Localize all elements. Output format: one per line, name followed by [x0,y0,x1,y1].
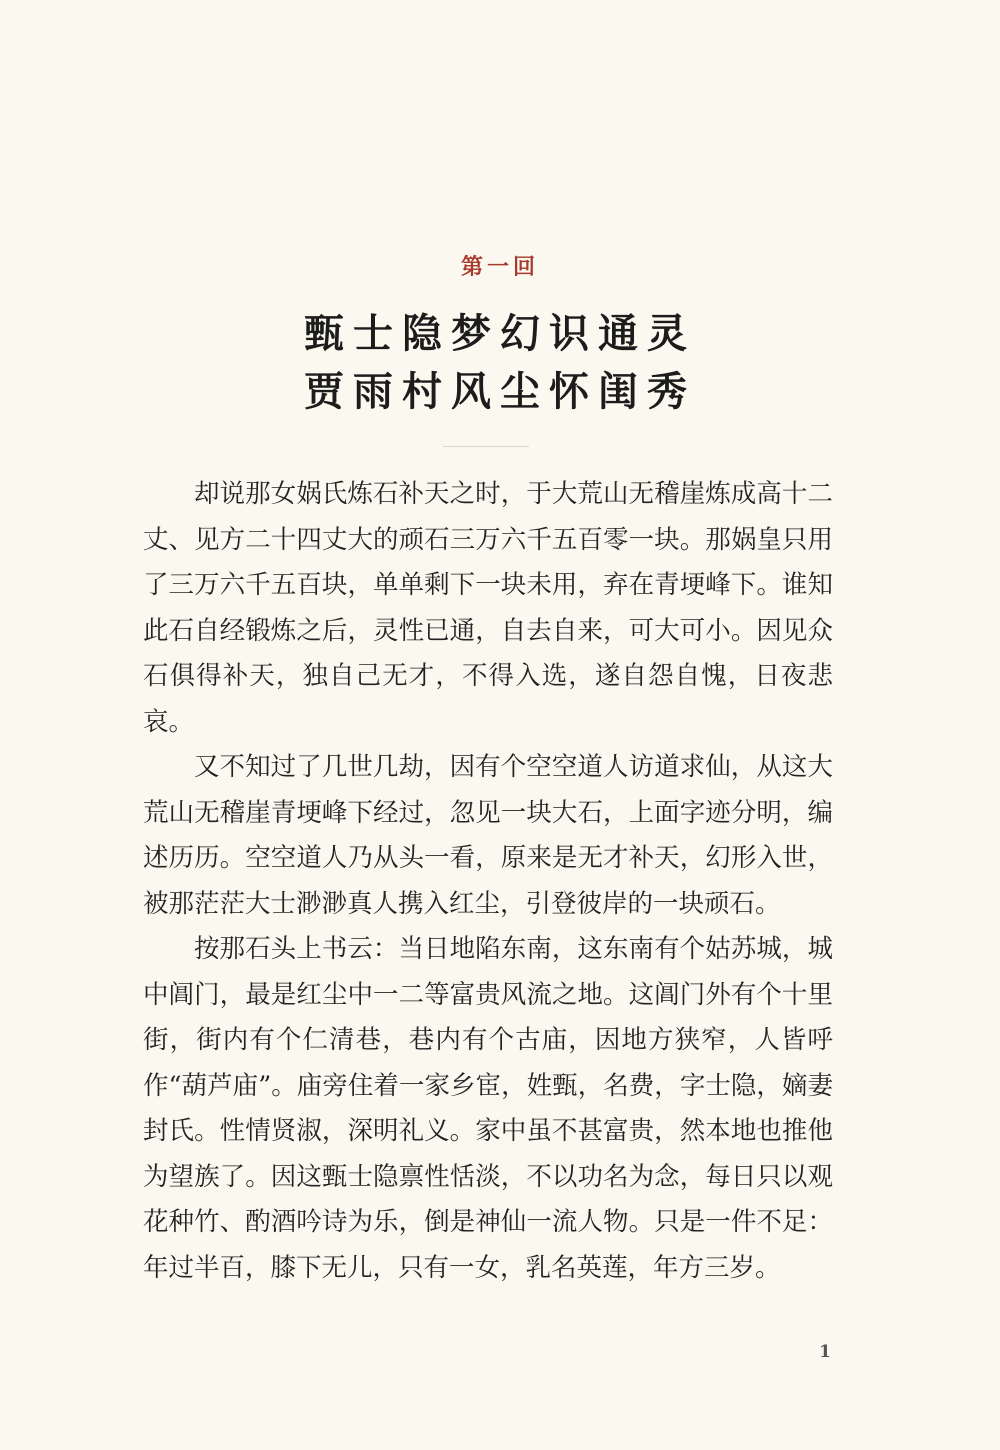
chapter-number: 第一回 [460,255,539,280]
chapter-title-line-2: 贾雨村风尘怀闺秀 [304,368,696,415]
chapter-title [0,305,1000,421]
title-divider [443,446,529,447]
chapter-title-line-1: 甄士隐梦幻识通灵 [304,310,696,357]
page-number: 1 [819,1342,831,1362]
paragraph: 又不知过了几世几劫，因有个空空道人访道求仙，从这大荒山无稽崖青埂峰下经过，忽见一块大石，上面字迹分明，编述历历。空空道人乃从头一看，原来是无才补天，幻形入世，被那茫茫大士渺渺真人携入红尘，引登彼岸的一块顽石。 [143,752,833,919]
chapter-body [143,472,833,1291]
paragraph: 却说那女娲氏炼石补天之时，于大荒山无稽崖炼成高十二丈、见方二十四丈大的顽石三万六千五百零一块。那娲皇只用了三万六千五百块，单单剩下一块未用，弃在青埂峰下。谁知此石自经锻炼之后，灵性已通，自去自来，可大可小。因见众石俱得补天，独自己无才，不得入选，遂自怨自愧，日夜悲哀。 [143,479,833,737]
paragraph: 按那石头上书云：当日地陷东南，这东南有个姑苏城，城中阊门，最是红尘中一二等富贵风流之地。这阊门外有个十里街，街内有个仁清巷，巷内有个古庙，因地方狭窄，人皆呼作“葫芦庙”。庙旁住着一家乡宦，姓甄，名费，字士隐，嫡妻封氏。性情贤淑，深明礼义。家中虽不甚富贵，然本地也推他为望族了。因这甄士隐禀性恬淡，不以功名为念，每日只以观花种竹、酌酒吟诗为乐，倒是神仙一流人物。只是一件不足：年过半百，膝下无儿，只有一女，乳名英莲，年方三岁。 [143,934,833,1283]
